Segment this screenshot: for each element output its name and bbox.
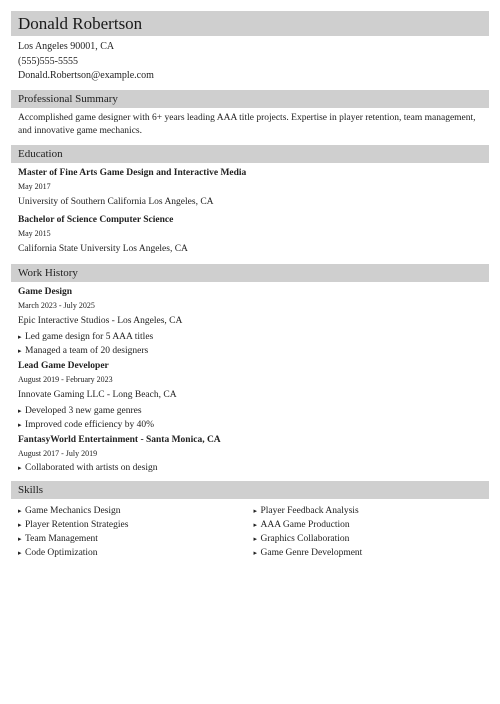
summary-text: Accomplished game designer with 6+ years leading AAA title projects. Expertise in player retention, team management, and innovative game mechanics.	[18, 112, 476, 136]
skills-grid	[18, 503, 489, 560]
degree-title: Bachelor of Science Computer Science	[18, 214, 174, 225]
work-heading	[11, 264, 489, 282]
job-bullet-text: Developed 3 new game genres	[25, 405, 142, 416]
summary-heading	[11, 90, 489, 108]
job-bullet-text: Managed a team of 20 designers	[25, 346, 149, 356]
job-company: Innovate Gaming LLC - Long Beach, CA	[18, 389, 177, 400]
job-title: Lead Game Developer	[18, 360, 109, 371]
triangle-bullet-icon: ▸	[253, 507, 258, 515]
job-bullet	[18, 461, 489, 476]
degree-title: Master of Fine Arts Game Design and Interactive Media	[18, 167, 247, 178]
education-heading	[11, 145, 489, 163]
degree-date: May 2017	[18, 181, 51, 191]
triangle-bullet-icon: ▸	[18, 535, 22, 543]
contact-block	[11, 36, 489, 84]
job-bullet-text: Collaborated with artists on design	[25, 462, 158, 473]
job-bullet-text: Improved code efficiency by 40%	[25, 420, 155, 430]
work-entry	[18, 286, 489, 359]
triangle-bullet-icon: ▸	[18, 463, 22, 472]
job-title: Game Design	[18, 286, 73, 297]
triangle-bullet-icon: ▸	[18, 521, 22, 529]
job-bullets	[18, 404, 489, 433]
skill-item	[18, 518, 254, 532]
name-header	[11, 11, 489, 36]
triangle-bullet-icon: ▸	[18, 332, 22, 341]
contact-email: Donald.Robertson@example.com	[18, 70, 154, 81]
triangle-bullet-icon: ▸	[253, 535, 258, 543]
triangle-bullet-icon: ▸	[18, 406, 22, 415]
skill-item	[254, 546, 490, 560]
skills-heading-text: Skills	[18, 484, 44, 496]
job-company: Epic Interactive Studios - Los Angeles, CA	[18, 315, 183, 326]
summary-section	[11, 108, 489, 139]
job-dates: August 2019 - February 2023	[18, 374, 113, 384]
degree-date: May 2015	[18, 228, 51, 238]
skills-list-right	[254, 504, 490, 560]
triangle-bullet-icon: ▸	[253, 521, 258, 529]
candidate-name: Donald Robertson	[18, 14, 143, 33]
skill-text: Game Genre Development	[260, 548, 363, 558]
triangle-bullet-icon: ▸	[18, 421, 22, 429]
skill-item	[18, 504, 254, 518]
school-name: University of Southern California Los Angeles, CA	[18, 196, 214, 207]
triangle-bullet-icon: ▸	[18, 549, 22, 557]
job-bullet-text: Led game design for 5 AAA titles	[25, 331, 154, 342]
skill-text: Player Retention Strategies	[25, 520, 129, 530]
work-heading-text: Work History	[18, 266, 78, 279]
skill-text: Team Management	[25, 534, 98, 544]
work-entry	[18, 360, 489, 433]
skills-list-left	[18, 504, 254, 560]
job-bullets	[18, 461, 489, 476]
job-dates: August 2017 - July 2019	[18, 448, 98, 458]
skill-text: Graphics Collaboration	[260, 534, 350, 544]
education-entry	[18, 167, 489, 211]
education-heading-text: Education	[18, 147, 63, 160]
job-bullet	[18, 344, 489, 359]
summary-heading-text: Professional Summary	[18, 92, 118, 105]
job-title: FantasyWorld Entertainment - Santa Monica, CA	[18, 434, 221, 445]
triangle-bullet-icon: ▸	[18, 347, 22, 355]
skill-item	[254, 504, 490, 518]
contact-phone: (555)555-5555	[18, 55, 78, 67]
job-dates: March 2023 - July 2025	[18, 300, 95, 310]
job-bullet	[18, 330, 489, 345]
work-entry	[18, 434, 489, 476]
job-bullet	[18, 404, 489, 419]
skill-item	[254, 518, 490, 532]
contact-address: Los Angeles 90001, CA	[18, 41, 115, 52]
job-bullets	[18, 330, 489, 359]
triangle-bullet-icon: ▸	[18, 507, 22, 515]
skill-item	[254, 532, 490, 546]
triangle-bullet-icon: ▸	[253, 549, 258, 557]
skills-column-left	[18, 504, 254, 560]
skill-text: Code Optimization	[25, 548, 98, 558]
skill-item	[18, 546, 254, 560]
skills-section	[11, 499, 489, 560]
skill-text: Player Feedback Analysis	[260, 506, 359, 516]
education-entry	[18, 214, 489, 258]
skill-text: Game Mechanics Design	[25, 506, 121, 516]
work-section	[11, 282, 489, 476]
school-name: California State University Los Angeles, CA	[18, 243, 188, 254]
skill-item	[18, 532, 254, 546]
education-section	[11, 163, 489, 258]
skills-heading	[11, 481, 489, 499]
skills-column-right	[254, 504, 490, 560]
job-bullet	[18, 418, 489, 433]
skill-text: AAA Game Production	[260, 520, 350, 530]
